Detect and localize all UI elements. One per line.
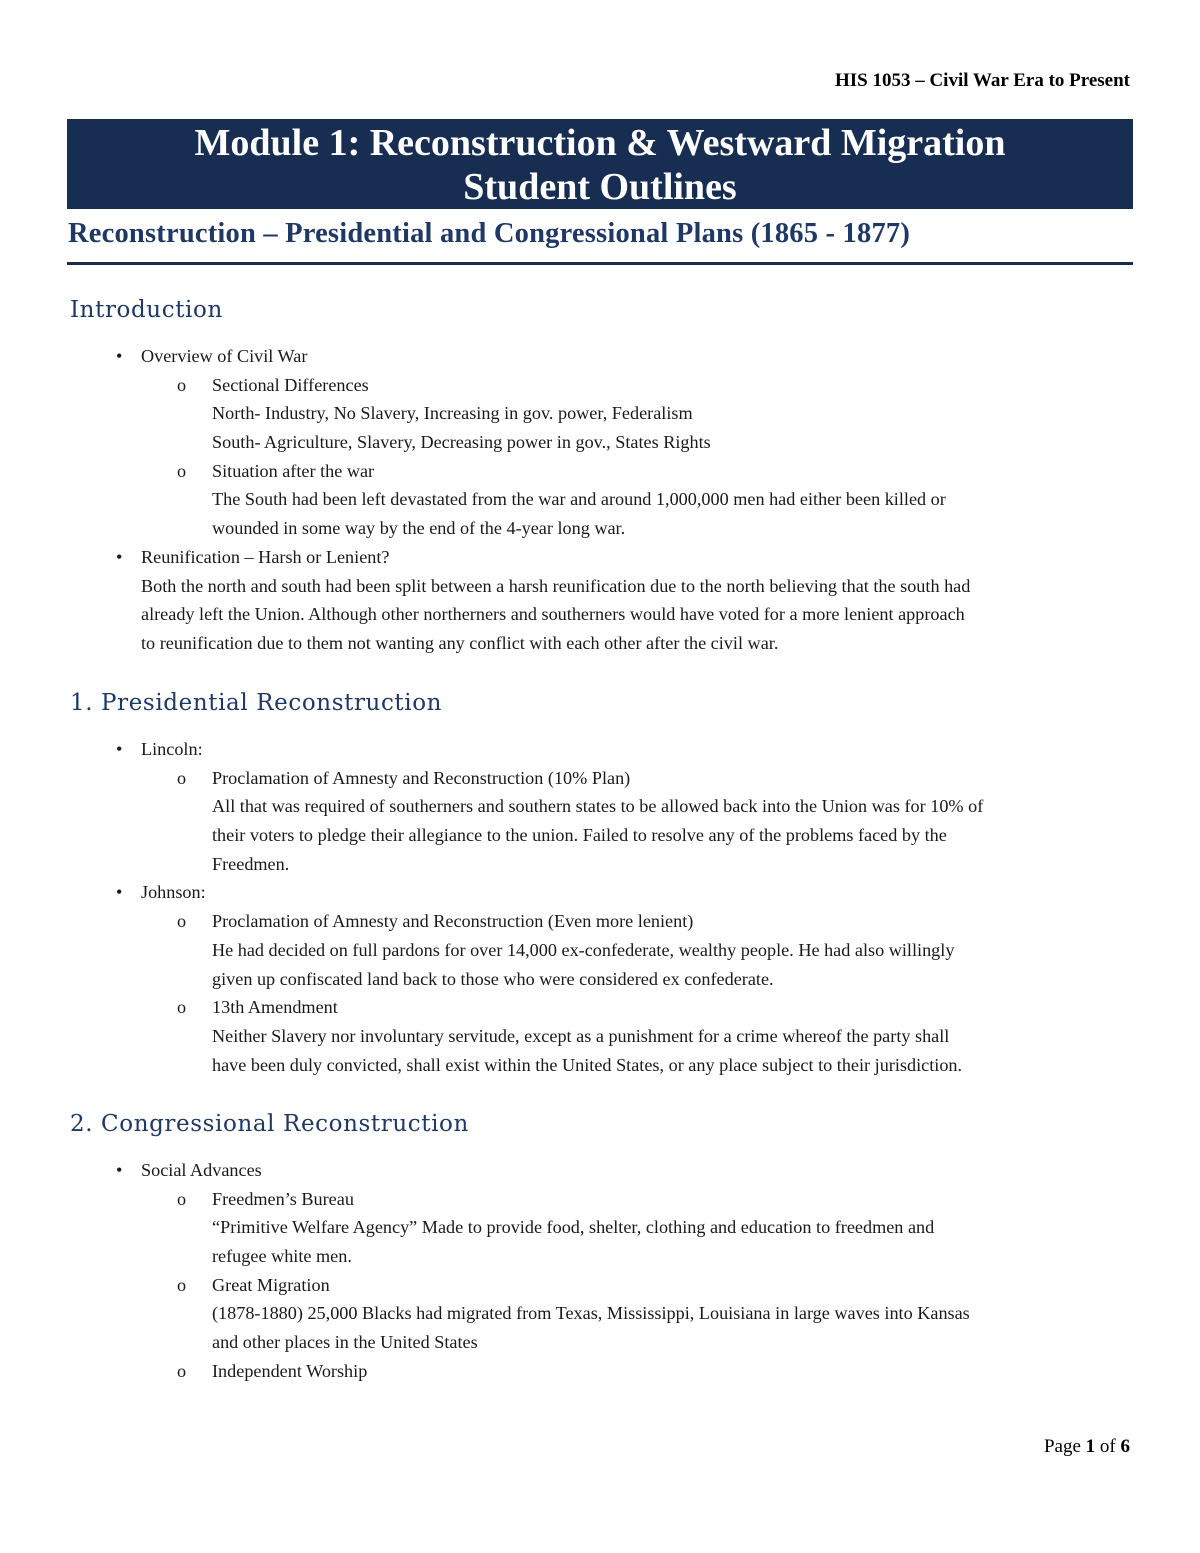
congressional-heading: 2. Congressional Reconstruction [70,1111,469,1137]
current-page: 1 [1085,1436,1096,1457]
sub-bullet-icon: o [177,1274,187,1295]
bullet-icon: • [116,882,123,903]
list-item-text: Neither Slavery nor involuntary servitude, except as a punishment for a crime whereof the party shall [212,1025,950,1046]
list-item: • Social Advances [0,1156,1200,1185]
bullet-icon: • [116,546,123,567]
bullet-icon: • [116,739,123,759]
sub-bullet-icon: o [177,911,187,932]
sub-bullet-icon: o [177,1188,187,1209]
module-title-banner [67,119,1133,209]
section-divider [67,262,1133,265]
course-name: – Civil War Era to Present [910,70,1130,91]
list-item-text: and other places in the United States [212,1332,478,1353]
sub-bullet-icon: o [177,460,187,481]
list-item-text: have been duly convicted, shall exist within the United States, or any place subject to their jurisdiction. [212,1054,963,1075]
course-header [835,70,1130,92]
presidential-heading: 1. Presidential Reconstruction [70,690,443,716]
list-item: • Johnson: [0,878,1200,907]
intro-outline [0,342,1200,658]
list-item: • Lincoln: [0,735,1200,764]
list-item: o Sectional Differences [0,371,1200,400]
list-item-text: North- Industry, No Slavery, Increasing in gov. power, Federalism [212,403,693,424]
list-item-text: given up confiscated land back to those who were considered ex confederate. [212,968,774,989]
list-item-text: to reunification due to them not wanting any conflict with each other after the civil war. [141,632,779,653]
list-item-text: already left the Union. Although other northerners and southerners would have voted for a more lenient approach [141,604,965,625]
section-title: Reconstruction – Presidential and Congressional Plans (1865 - 1877) [68,218,911,249]
intro-heading: Introduction [70,297,223,323]
sub-bullet-icon: o [177,997,187,1018]
list-item-text: Both the north and south had been split between a harsh reunification due to the north believing that the south had [141,575,971,596]
list-item-text: The South had been left devastated from the war and around 1,000,000 men had either been killed or [212,489,946,510]
bullet-icon: • [116,346,123,366]
module-title: Module 1: Reconstruction & Westward Migration [194,122,1006,164]
list-item-text: (1878-1880) 25,000 Blacks had migrated from Texas, Mississippi, Louisiana in large waves into Kansas [212,1303,970,1324]
sub-bullet-icon: o [177,767,187,788]
total-pages: 6 [1120,1436,1130,1457]
list-item: o Situation after the war [0,457,1200,486]
module-subtitle: Student Outlines [463,166,737,208]
list-item-text: “Primitive Welfare Agency” Made to provide food, shelter, clothing and education to freedmen and [212,1217,935,1238]
congressional-outline [0,1156,1200,1386]
list-item: o Proclamation of Amnesty and Reconstruction (10% Plan) [0,764,1200,793]
list-item-text: He had decided on full pardons for over 14,000 ex-confederate, wealthy people. He had also willingly [212,939,955,960]
list-item: o Proclamation of Amnesty and Reconstruction (Even more lenient) [0,907,1200,936]
page-number: Page 1 of 6 [1043,1436,1130,1457]
presidential-outline [0,735,1200,1079]
list-item-text: wounded in some way by the end of the 4-year long war. [212,518,626,539]
list-item: o Great Migration [0,1271,1200,1300]
course-code: HIS 1053 [834,70,911,91]
list-item-text: All that was required of southerners and southern states to be allowed back into the Union was for 10% of [212,796,984,817]
list-item: o Freedmen’s Bureau [0,1185,1200,1214]
sub-bullet-icon: o [177,374,187,395]
list-item-text: their voters to pledge their allegiance to the union. Failed to resolve any of the problems faced by the [212,825,947,846]
bullet-icon: • [116,1160,123,1180]
list-item: o 13th Amendment [0,993,1200,1022]
list-item-text: refugee white men. [212,1246,352,1267]
list-item: • Reunification – Harsh or Lenient? [0,543,1200,572]
list-item-text: Freedmen. [212,853,290,874]
sub-bullet-icon: o [177,1360,187,1381]
list-item: o Independent Worship [0,1357,1200,1386]
list-item: • Overview of Civil War [0,342,1200,371]
list-item-text: South- Agriculture, Slavery, Decreasing power in gov., States Rights [212,432,711,453]
